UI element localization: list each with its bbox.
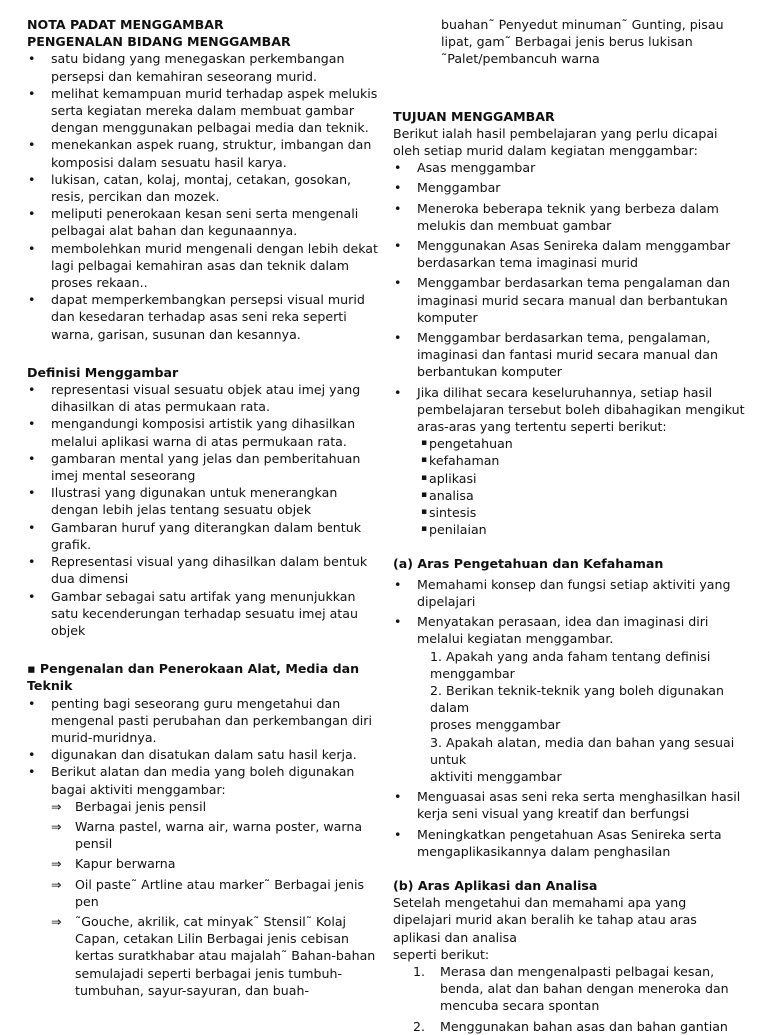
question-item: proses menggambar — [430, 717, 561, 733]
item-text: Menggunakan bahan asas dan bahan gantian — [440, 1018, 728, 1034]
list-item: • Gambar sebagai satu artifak yang menunjukkan satu kecenderungan terhadap sesuatu imej atau objek — [27, 588, 379, 640]
item-number: 2. — [413, 1018, 426, 1034]
aras-b-intro-2: seperti berikut: — [393, 946, 490, 962]
list-item: • Jika dilihat secara keseluruhannya, setiap hasil pembelajaran tersebut boleh dibahagikan mengikut aras-aras yang tertentu seperti berikut: — [393, 384, 745, 436]
item-text: Merasa dan mengenalpasti pelbagai kesan, benda, alat dan bahan dengan meneroka dan mencuba secara spontan — [440, 963, 729, 1014]
list-item: ⇒ Kapur berwarna — [51, 855, 379, 872]
media-list — [27, 798, 379, 999]
list-item: • Asas menggambar — [393, 159, 745, 176]
list-item: ▪ kefahaman — [421, 452, 745, 469]
list-item: ⇒ ˜Gouche, akrilik, cat minyak˜ Stensil˜ Kolaj Capan, cetakan Lilin Berbagai jenis cebisan kertas suratkhabar atau majalah˜ Bahan-bahan semulajadi seperti berbagai jenis tumbuh-tumbuhan, sayur-sayuran, dan buah- — [51, 913, 379, 999]
list-item — [413, 1018, 745, 1035]
list-item: • Menggambar berdasarkan tema pengalaman dan imaginasi murid secara manual dan berbantukan komputer — [393, 274, 745, 326]
section-title-aras-a: (a) Aras Pengetahuan dan Kefahaman — [393, 556, 664, 572]
list-item: • satu bidang yang menegaskan perkembangan persepsi dan kemahiran seseorang murid. — [27, 50, 379, 84]
list-item: • Menyatakan perasaan, idea dan imaginasi diri melalui kegiatan menggambar. — [393, 613, 745, 647]
list-item: • penting bagi seseorang guru mengetahui dan mengenal pasti perubahan dan perkembangan diri murid-muridnya. — [27, 695, 379, 747]
list-item: • membolehkan murid mengenali dengan lebih dekat lagi pelbagai kemahiran asas dan teknik dalam proses rekaan.. — [27, 240, 379, 292]
alat-list — [27, 695, 379, 798]
list-item: ▪ sintesis — [421, 504, 745, 521]
list-item: • representasi visual sesuatu objek atau imej yang dihasilkan di atas permukaan rata. — [27, 381, 379, 415]
tujuan-list — [393, 159, 745, 435]
list-item: ⇒ Berbagai jenis pensil — [51, 798, 379, 815]
list-item: • Memahami konsep dan fungsi setiap aktiviti yang dipelajari — [393, 576, 745, 610]
list-item: • digunakan dan disatukan dalam satu hasil kerja. — [27, 746, 379, 763]
list-item: ⇒ Oil paste˜ Artline atau marker˜ Berbagai jenis pen — [51, 876, 379, 910]
list-item: • lukisan, catan, kolaj, montaj, cetakan, gosokan, resis, percikan dan mozek. — [27, 171, 379, 205]
intro-list — [27, 50, 379, 342]
list-item: ▪ pengetahuan — [421, 435, 745, 452]
list-item: ⇒ Warna pastel, warna air, warna poster, warna pensil — [51, 818, 379, 852]
list-item: • melihat kemampuan murid terhadap aspek melukis serta kegiatan mereka dalam membuat gambar dengan menggunakan pelbagai media dan teknik. — [27, 85, 379, 137]
right-column — [393, 16, 745, 1035]
list-item: • Gambaran huruf yang diterangkan dalam bentuk grafik. — [27, 519, 379, 553]
aras-list — [393, 435, 745, 538]
section-title-alat: ▪ Pengenalan dan Penerokaan Alat, Media dan Teknik — [27, 661, 360, 694]
list-item: • dapat memperkembangkan persepsi visual murid dan kesedaran terhadap asas seni reka seperti warna, garisan, susunan dan kesannya. — [27, 291, 379, 343]
aras-a-list-2 — [393, 788, 745, 860]
list-item: • mengandungi komposisi artistik yang dihasilkan melalui aplikasi warna di atas permukaan rata. — [27, 415, 379, 449]
list-item: • menekankan aspek ruang, struktur, imbangan dan komposisi dalam sesuatu hasil karya. — [27, 136, 379, 170]
section-title-pengenalan: PENGENALAN BIDANG MENGGAMBAR — [27, 34, 291, 50]
list-item: • Menggambar — [393, 179, 745, 196]
list-item — [413, 963, 745, 1015]
question-item: 2. Berikan teknik-teknik yang boleh digunakan dalam — [430, 682, 724, 716]
aras-b-list — [393, 963, 745, 1035]
aras-a-list — [393, 576, 745, 648]
section-title-tujuan: TUJUAN MENGGAMBAR — [393, 108, 555, 124]
list-item: • Representasi visual yang dihasilkan dalam bentuk dua dimensi — [27, 553, 379, 587]
item-number: 1. — [413, 963, 426, 979]
list-item: ▪ analisa — [421, 487, 745, 504]
list-item: • meliputi penerokaan kesan seni serta mengenali pelbagai alat bahan dan kegunaannya. — [27, 205, 379, 239]
list-item: ▪ penilaian — [421, 521, 745, 538]
document-title: NOTA PADAT MENGGAMBAR — [27, 17, 224, 32]
list-item: • gambaran mental yang jelas dan pemberitahuan imej mental seseorang — [27, 450, 379, 484]
list-item: • Berikut alatan dan media yang boleh digunakan bagai aktiviti menggambar: — [27, 763, 379, 797]
list-item: • Menggambar berdasarkan tema, pengalaman, imaginasi dan fantasi murid secara manual dan berbantukan komputer — [393, 329, 745, 381]
list-item: • Ilustrasi yang digunakan untuk menerangkan dengan lebih jelas tentang sesuatu objek — [27, 484, 379, 518]
tujuan-intro: Berikut ialah hasil pembelajaran yang perlu dicapai oleh setiap murid dalam kegiatan menggambar: — [393, 125, 718, 159]
list-item: ▪ aplikasi — [421, 470, 745, 487]
aras-b-intro: Setelah mengetahui dan memahami apa yang dipelajari murid akan beralih ke tahap atau aras aplikasi dan analisa — [393, 895, 697, 945]
definisi-list — [27, 381, 379, 639]
left-column — [27, 16, 379, 999]
question-item: 1. Apakah yang anda faham tentang definisi menggambar — [430, 648, 711, 681]
question-list — [393, 648, 745, 786]
question-item: aktiviti menggambar — [430, 768, 562, 784]
section-title-definisi: Definisi Menggambar — [27, 364, 179, 380]
question-item: 3. Apakah alatan, media dan bahan yang sesuai untuk — [430, 734, 735, 767]
list-item: • Menggunakan Asas Senireka dalam menggambar berdasarkan tema imaginasi murid — [393, 237, 745, 271]
continued-text: buahan˜ Penyedut minuman˜ Gunting, pisau lipat, gam˜ Berbagai jenis berus lukisan ˜Palet/pembancuh warna — [441, 17, 724, 67]
list-item: • Meningkatkan pengetahuan Asas Senireka serta mengaplikasikannya dalam penghasilan — [393, 826, 745, 860]
section-title-aras-b: (b) Aras Aplikasi dan Analisa — [393, 877, 598, 893]
list-item: • Meneroka beberapa teknik yang berbeza dalam melukis dan membuat gambar — [393, 200, 745, 234]
list-item: • Menguasai asas seni reka serta menghasilkan hasil kerja seni visual yang kreatif dan berfungsi — [393, 788, 745, 822]
